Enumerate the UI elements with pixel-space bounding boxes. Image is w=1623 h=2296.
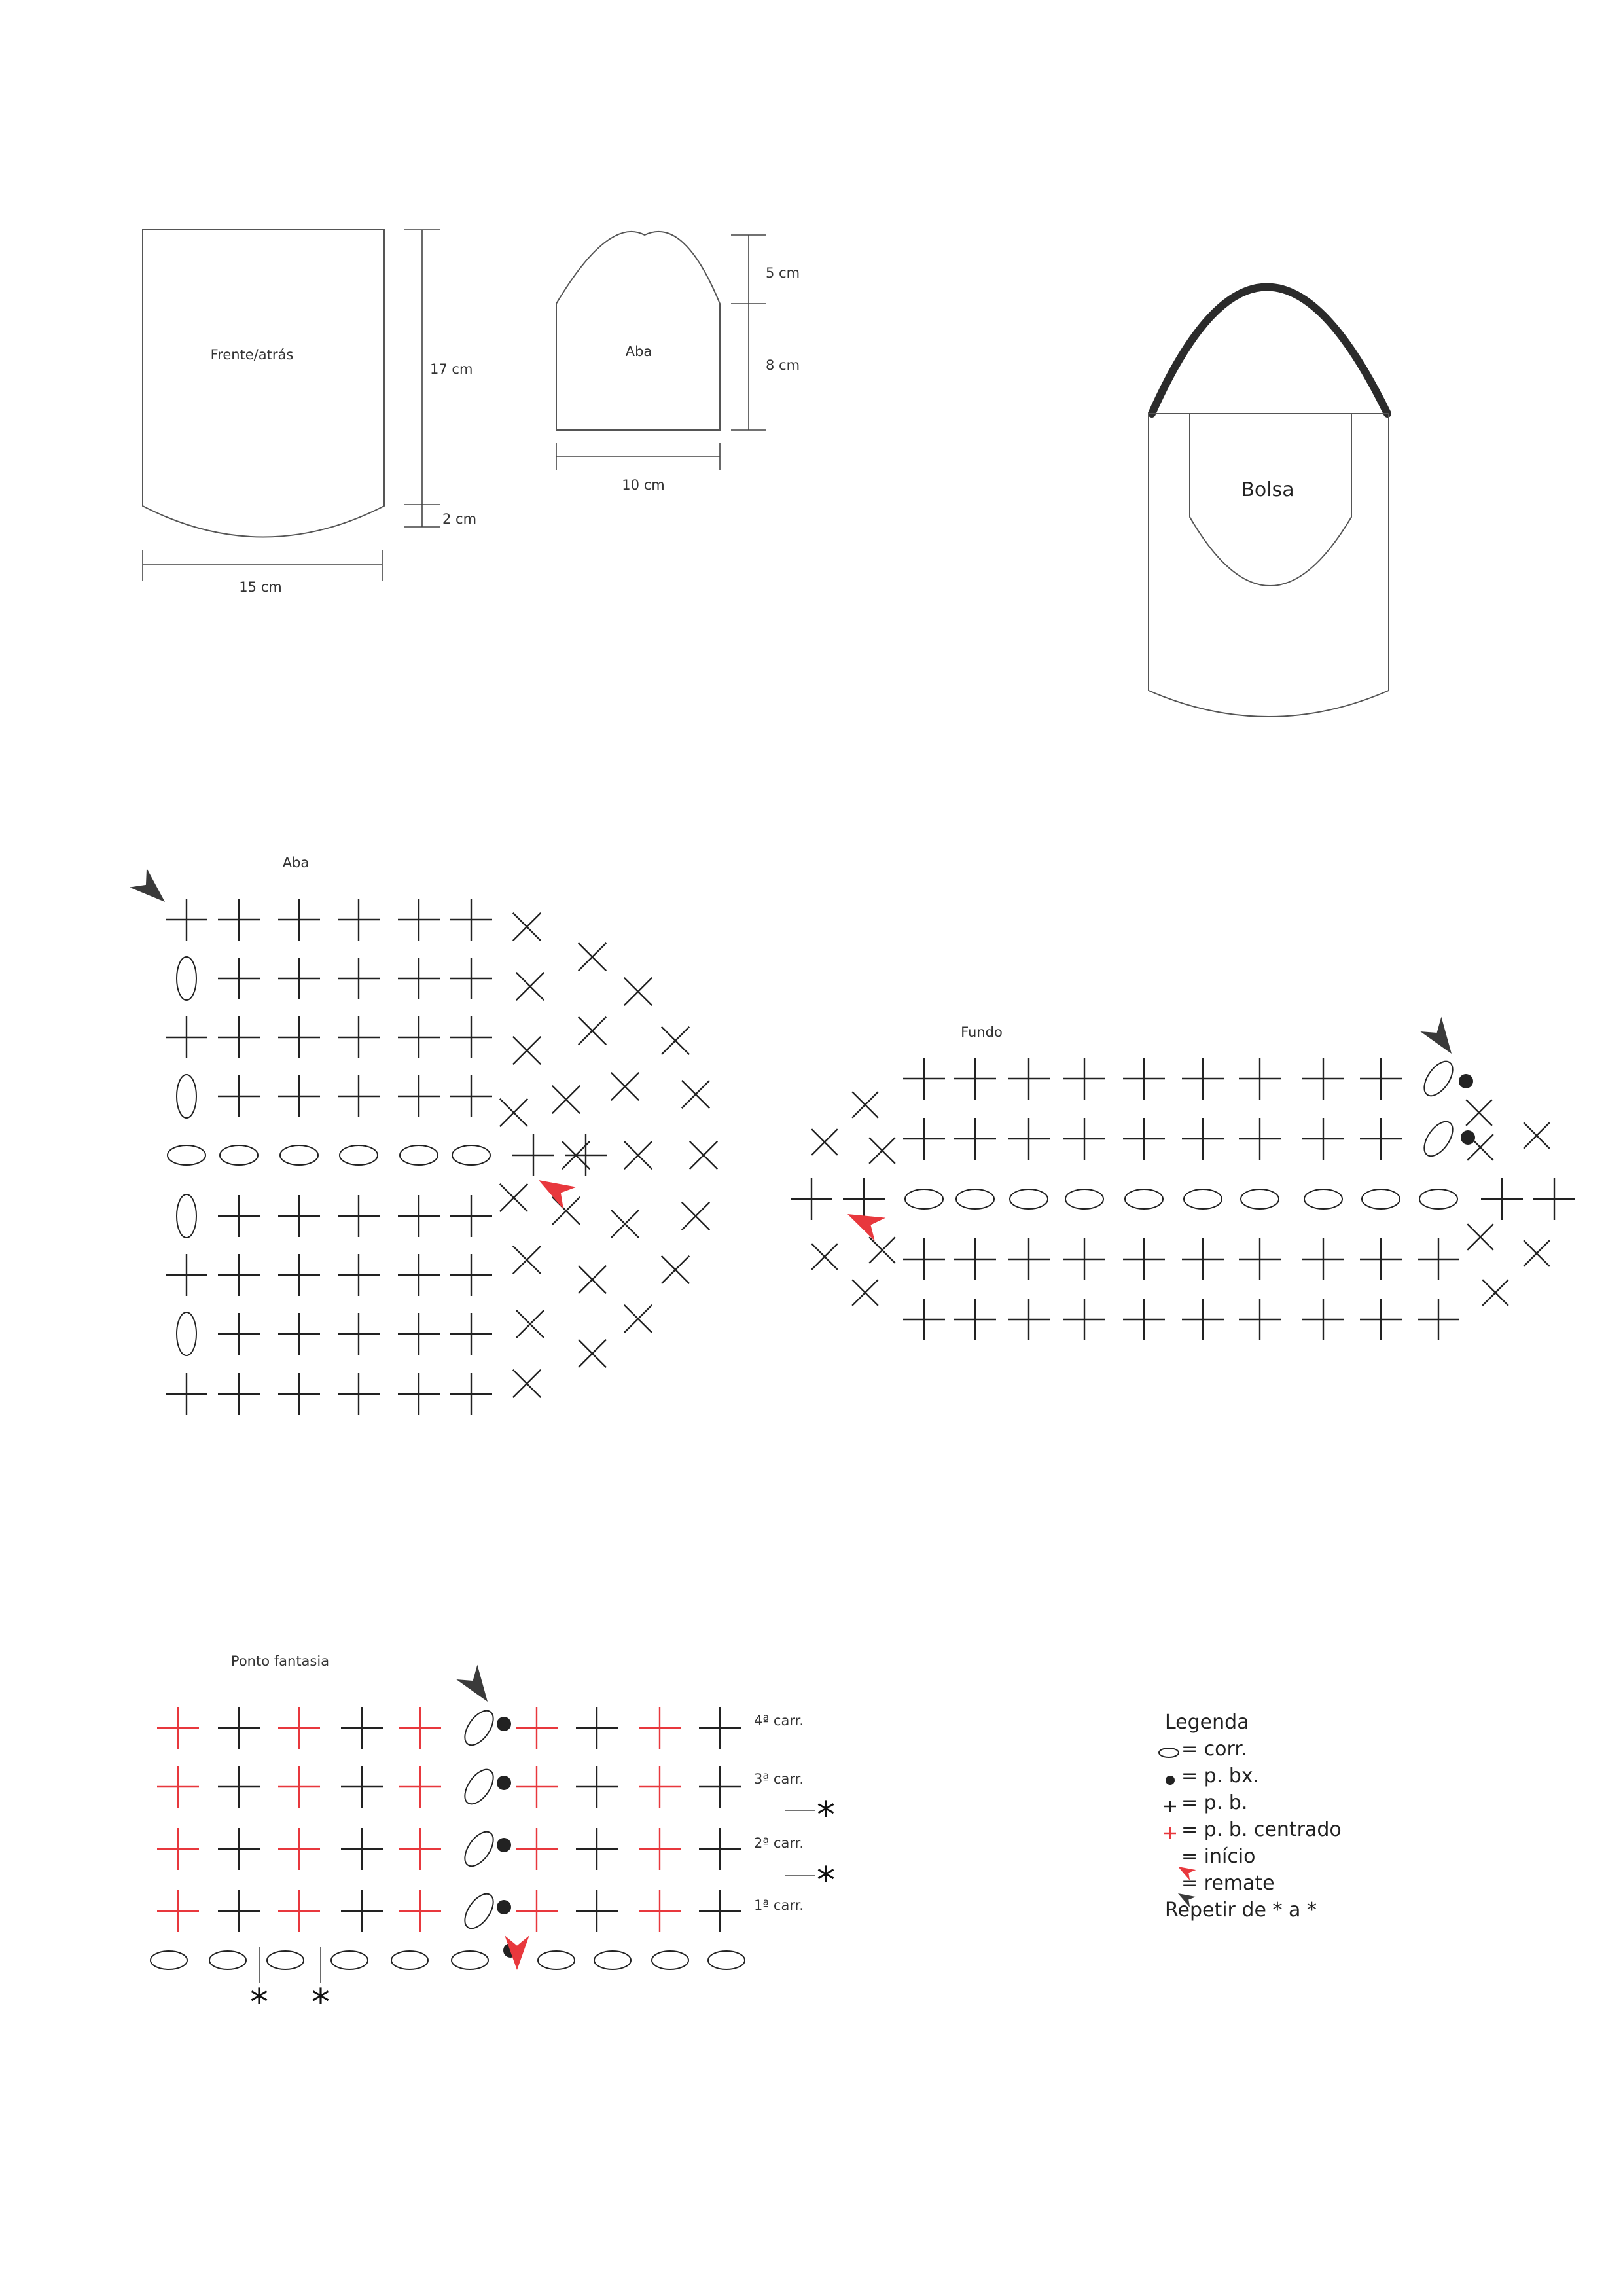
stitch-chain	[1010, 1189, 1048, 1209]
stitch-sc	[516, 1766, 558, 1808]
stitch-chain	[1065, 1189, 1103, 1209]
stitch-chain	[400, 1145, 438, 1165]
stitch-sc	[512, 1134, 554, 1176]
front-back-piece	[143, 230, 476, 595]
stitch-sc	[398, 958, 440, 999]
stitch-sc	[1302, 1299, 1344, 1340]
legend-title: Legenda	[1165, 1711, 1249, 1734]
stitch-chain	[956, 1189, 994, 1209]
stitch-sc	[699, 1766, 741, 1808]
stitch-sc-rotated	[648, 1013, 704, 1069]
stitch-sc	[639, 1707, 681, 1749]
stitch-sc	[1008, 1118, 1050, 1160]
stitch-sc	[1360, 1118, 1402, 1160]
stitch-sc-rotated	[611, 1291, 666, 1347]
front-back-height-label: 17 cm	[430, 361, 473, 377]
stitch-chain	[1419, 1189, 1457, 1209]
fancy-chart-title: Ponto fantasia	[230, 1653, 330, 1669]
stitch-sc	[1063, 1118, 1105, 1160]
stitch-chain-turn	[177, 957, 196, 1000]
stitch-sc	[157, 1766, 199, 1808]
stitch-sc-rotated	[565, 1003, 620, 1059]
stitch-sc	[1418, 1299, 1459, 1340]
stitch-slip	[497, 1900, 511, 1914]
stitch-slip	[1459, 1074, 1473, 1088]
stitch-sc	[954, 1299, 996, 1340]
stitch-sc-rotated	[565, 1326, 620, 1382]
stitch-sc	[791, 1178, 832, 1220]
bag-illustration	[1149, 287, 1389, 717]
flap-width-label: 10 cm	[622, 477, 665, 493]
stitch-sc	[450, 1195, 492, 1237]
legend-start-label: = início	[1181, 1845, 1256, 1868]
stitch-sc	[639, 1766, 681, 1808]
stitch-sc	[218, 1766, 260, 1808]
stitch-sc	[166, 899, 207, 941]
stitch-sc	[576, 1766, 618, 1808]
stitch-sc	[218, 1707, 260, 1749]
flap-side-label: 8 cm	[766, 357, 800, 373]
stitch-sc-rotated	[565, 1252, 620, 1308]
stitch-sc	[278, 1016, 320, 1058]
stitch-chain	[331, 1951, 368, 1969]
stitch-sc	[450, 1313, 492, 1355]
stitch-sc	[399, 1707, 441, 1749]
stitch-sc	[1063, 1238, 1105, 1280]
stitch-sc	[278, 1890, 320, 1932]
stitch-sc-rotated	[503, 1297, 558, 1352]
stitch-sc-rotated	[1510, 1109, 1562, 1161]
stitch-chain-turn	[459, 1706, 499, 1750]
fundo-chart-title: Fundo	[961, 1024, 1003, 1040]
stitch-sc-rotated	[539, 1183, 594, 1239]
stitch-chain	[538, 1951, 575, 1969]
stitch-sc	[399, 1828, 441, 1870]
repeat-mark-bottom-1: *	[250, 1981, 268, 2024]
stitch-sc	[1533, 1178, 1575, 1220]
front-back-curve-label: 2 cm	[442, 511, 477, 527]
stitch-sc	[903, 1299, 945, 1340]
stitch-sc	[954, 1058, 996, 1100]
stitch-sc-rotated	[499, 1023, 555, 1079]
stitch-sc	[338, 1373, 380, 1415]
stitch-sc	[954, 1118, 996, 1160]
stitch-chain-turn	[177, 1075, 196, 1118]
legend	[1159, 1711, 1342, 1922]
stitch-sc	[278, 899, 320, 941]
stitch-sc	[398, 1313, 440, 1355]
stitch-sc	[278, 1828, 320, 1870]
stitch-sc-rotated	[839, 1079, 891, 1130]
stitch-sc	[341, 1890, 383, 1932]
stitch-sc	[576, 1890, 618, 1932]
stitch-sc	[341, 1766, 383, 1808]
stitch-sc	[1063, 1299, 1105, 1340]
stitch-sc-rotated	[1454, 1121, 1506, 1173]
stitch-sc	[699, 1707, 741, 1749]
stitch-sc	[1164, 1827, 1176, 1839]
stitch-chain	[1125, 1189, 1163, 1209]
stitch-sc	[218, 1016, 260, 1058]
stitch-sc	[338, 1254, 380, 1296]
stitch-chain	[594, 1951, 631, 1969]
aba-chart-symbols	[130, 869, 732, 1415]
stitch-chain	[1241, 1189, 1279, 1209]
stitch-sc-rotated	[611, 964, 666, 1020]
stitch-sc	[1360, 1058, 1402, 1100]
stitch-sc	[157, 1828, 199, 1870]
stitch-chain-turn	[1419, 1056, 1459, 1101]
stitch-sc	[903, 1118, 945, 1160]
stitch-sc	[398, 1016, 440, 1058]
repeat-mark-right-2: *	[817, 1859, 835, 1902]
stitch-sc	[1123, 1299, 1165, 1340]
end-arrow	[456, 1665, 498, 1710]
fancy-row-label-2: 2ª carr.	[754, 1835, 804, 1851]
stitch-sc	[843, 1178, 885, 1220]
aba-chart-title: Aba	[282, 855, 310, 870]
stitch-sc	[398, 1254, 440, 1296]
stitch-sc	[450, 1016, 492, 1058]
stitch-sc	[398, 1195, 440, 1237]
stitch-sc	[1302, 1238, 1344, 1280]
stitch-sc	[1008, 1299, 1050, 1340]
stitch-sc	[1302, 1058, 1344, 1100]
stitch-chain	[209, 1951, 246, 1969]
stitch-sc	[1302, 1118, 1344, 1160]
repeat-mark-bottom-2: *	[312, 1981, 330, 2024]
stitch-sc-rotated	[565, 929, 620, 985]
stitch-sc	[218, 1373, 260, 1415]
legend-repeat-note: Repetir de * a *	[1165, 1899, 1317, 1922]
fancy-row-label-1: 1ª carr.	[754, 1897, 804, 1913]
stitch-chain-turn	[177, 1194, 196, 1238]
stitch-chain	[1304, 1189, 1342, 1209]
stitch-sc	[278, 1373, 320, 1415]
flap-top-label: 5 cm	[766, 265, 800, 281]
front-back-label: Frente/atrás	[210, 347, 294, 363]
stitch-sc	[338, 1075, 380, 1117]
front-back-width-label: 15 cm	[239, 579, 282, 595]
stitch-sc-rotated	[1469, 1266, 1521, 1318]
stitch-sc	[1182, 1238, 1224, 1280]
stitch-chain	[1362, 1189, 1400, 1209]
stitch-chain	[168, 1145, 205, 1165]
stitch-sc	[1481, 1178, 1523, 1220]
stitch-sc	[157, 1890, 199, 1932]
stitch-sc	[1008, 1058, 1050, 1100]
stitch-sc	[1360, 1238, 1402, 1280]
stitch-sc	[218, 1195, 260, 1237]
stitch-sc	[903, 1058, 945, 1100]
flap-label: Aba	[625, 344, 652, 359]
stitch-sc	[1182, 1058, 1224, 1100]
stitch-sc	[398, 899, 440, 941]
aba-chart	[130, 855, 732, 1415]
stitch-sc	[1123, 1058, 1165, 1100]
stitch-slip	[497, 1838, 511, 1852]
stitch-sc	[218, 1075, 260, 1117]
legend-slip-label: = p. bx.	[1181, 1765, 1260, 1787]
stitch-sc	[218, 958, 260, 999]
stitch-sc	[338, 899, 380, 941]
stitch-sc	[399, 1766, 441, 1808]
stitch-sc	[576, 1828, 618, 1870]
stitch-sc	[218, 1313, 260, 1355]
stitch-sc	[338, 958, 380, 999]
stitch-sc-rotated	[597, 1196, 653, 1252]
stitch-sc	[166, 1254, 207, 1296]
stitch-sc	[341, 1707, 383, 1749]
stitch-sc-rotated	[798, 1230, 850, 1282]
stitch-sc	[278, 1075, 320, 1117]
stitch-sc	[699, 1828, 741, 1870]
start-arrow	[532, 1169, 576, 1209]
stitch-sc	[278, 1313, 320, 1355]
stitch-chain-turn	[459, 1889, 499, 1933]
stitch-sc	[278, 958, 320, 999]
stitch-chain	[280, 1145, 318, 1165]
stitch-sc	[1239, 1058, 1281, 1100]
legend-sc-label: = p. b.	[1181, 1791, 1248, 1814]
fundo-chart	[791, 1017, 1575, 1340]
stitch-sc-rotated	[611, 1128, 666, 1183]
stitch-sc	[576, 1707, 618, 1749]
stitch-sc-rotated	[1453, 1086, 1505, 1138]
stitch-slip	[1461, 1130, 1475, 1145]
stitch-sc	[450, 1373, 492, 1415]
stitch-sc	[166, 1016, 207, 1058]
stitch-sc	[1182, 1299, 1224, 1340]
stitch-sc	[450, 958, 492, 999]
stitch-slip	[1166, 1776, 1175, 1785]
stitch-sc-rotated	[1510, 1227, 1562, 1279]
stitch-chain	[452, 1951, 488, 1969]
stitch-sc	[278, 1707, 320, 1749]
stitch-sc	[398, 1075, 440, 1117]
stitch-slip	[497, 1717, 511, 1731]
flap-piece	[556, 232, 800, 493]
stitch-sc	[338, 1016, 380, 1058]
stitch-sc-rotated	[1454, 1211, 1506, 1263]
stitch-sc	[1418, 1238, 1459, 1280]
repeat-mark-right-1: *	[817, 1794, 835, 1837]
stitch-sc	[399, 1890, 441, 1932]
stitch-sc	[450, 1075, 492, 1117]
stitch-sc	[1123, 1118, 1165, 1160]
stitch-sc-rotated	[499, 1356, 555, 1412]
fancy-chart-symbols	[151, 1665, 745, 1970]
stitch-sc-rotated	[856, 1224, 908, 1276]
stitch-chain	[652, 1951, 688, 1969]
stitch-sc	[218, 1828, 260, 1870]
stitch-sc-rotated	[676, 1128, 732, 1183]
stitch-chain-turn	[177, 1312, 196, 1355]
stitch-sc	[565, 1134, 607, 1176]
stitch-sc	[516, 1707, 558, 1749]
stitch-sc	[218, 1254, 260, 1296]
stitch-sc	[157, 1707, 199, 1749]
stitch-sc-rotated	[668, 1189, 724, 1244]
end-arrow	[130, 869, 173, 912]
stitch-sc	[450, 899, 492, 941]
stitch-sc-rotated	[597, 1059, 653, 1115]
stitch-sc-rotated	[486, 1085, 542, 1141]
legend-chain-label: = corr.	[1181, 1738, 1247, 1761]
stitch-sc-rotated	[499, 1232, 555, 1288]
stitch-sc-rotated	[856, 1124, 908, 1176]
stitch-sc	[338, 1195, 380, 1237]
stitch-sc-rotated	[839, 1266, 891, 1318]
stitch-chain	[1184, 1189, 1222, 1209]
stitch-chain-turn	[459, 1765, 499, 1809]
stitch-chain	[151, 1951, 187, 1969]
stitch-sc	[278, 1766, 320, 1808]
stitch-sc	[516, 1828, 558, 1870]
stitch-sc-rotated	[648, 1242, 704, 1298]
stitch-sc	[278, 1254, 320, 1296]
stitch-chain	[220, 1145, 258, 1165]
end-arrow	[1420, 1017, 1462, 1062]
stitch-sc	[516, 1890, 558, 1932]
stitch-sc	[341, 1828, 383, 1870]
stitch-sc	[1008, 1238, 1050, 1280]
stitch-chain	[452, 1145, 490, 1165]
stitch-chain	[905, 1189, 943, 1209]
stitch-sc	[1239, 1238, 1281, 1280]
stitch-sc-rotated	[499, 899, 555, 955]
bag-strap	[1152, 287, 1387, 414]
stitch-sc	[1182, 1118, 1224, 1160]
stitch-sc	[218, 899, 260, 941]
legend-end-label: = remate	[1181, 1872, 1275, 1895]
stitch-slip	[497, 1776, 511, 1790]
stitch-sc	[1239, 1299, 1281, 1340]
stitch-sc	[1164, 1801, 1176, 1812]
fundo-chart-symbols	[791, 1017, 1575, 1340]
stitch-sc	[166, 1373, 207, 1415]
fancy-row-label-3: 3ª carr.	[754, 1771, 804, 1787]
stitch-sc	[338, 1313, 380, 1355]
stitch-sc-rotated	[798, 1116, 850, 1168]
fancy-stitch-chart	[151, 1653, 835, 2024]
stitch-chain	[340, 1145, 378, 1165]
stitch-chain	[267, 1951, 304, 1969]
stitch-sc	[1239, 1118, 1281, 1160]
stitch-sc-rotated	[503, 959, 558, 1014]
stitch-sc	[903, 1238, 945, 1280]
stitch-chain	[391, 1951, 428, 1969]
legend-sc-centered-label: = p. b. centrado	[1181, 1818, 1342, 1841]
stitch-sc-rotated	[668, 1067, 724, 1122]
stitch-sc	[639, 1828, 681, 1870]
stitch-sc	[218, 1890, 260, 1932]
stitch-sc-rotated	[539, 1072, 594, 1128]
stitch-chain-turn	[459, 1827, 499, 1871]
stitch-sc	[699, 1890, 741, 1932]
fancy-row-label-4: 4ª carr.	[754, 1713, 804, 1729]
stitch-sc	[1123, 1238, 1165, 1280]
stitch-sc-rotated	[486, 1170, 542, 1226]
stitch-chain-turn	[1419, 1117, 1459, 1161]
stitch-sc	[1360, 1299, 1402, 1340]
stitch-sc	[639, 1890, 681, 1932]
stitch-sc	[398, 1373, 440, 1415]
stitch-chain	[708, 1951, 745, 1969]
stitch-sc	[954, 1238, 996, 1280]
stitch-sc	[278, 1195, 320, 1237]
stitch-chain	[1159, 1748, 1179, 1757]
stitch-sc	[1063, 1058, 1105, 1100]
stitch-sc	[450, 1254, 492, 1296]
bag-label: Bolsa	[1241, 478, 1294, 501]
